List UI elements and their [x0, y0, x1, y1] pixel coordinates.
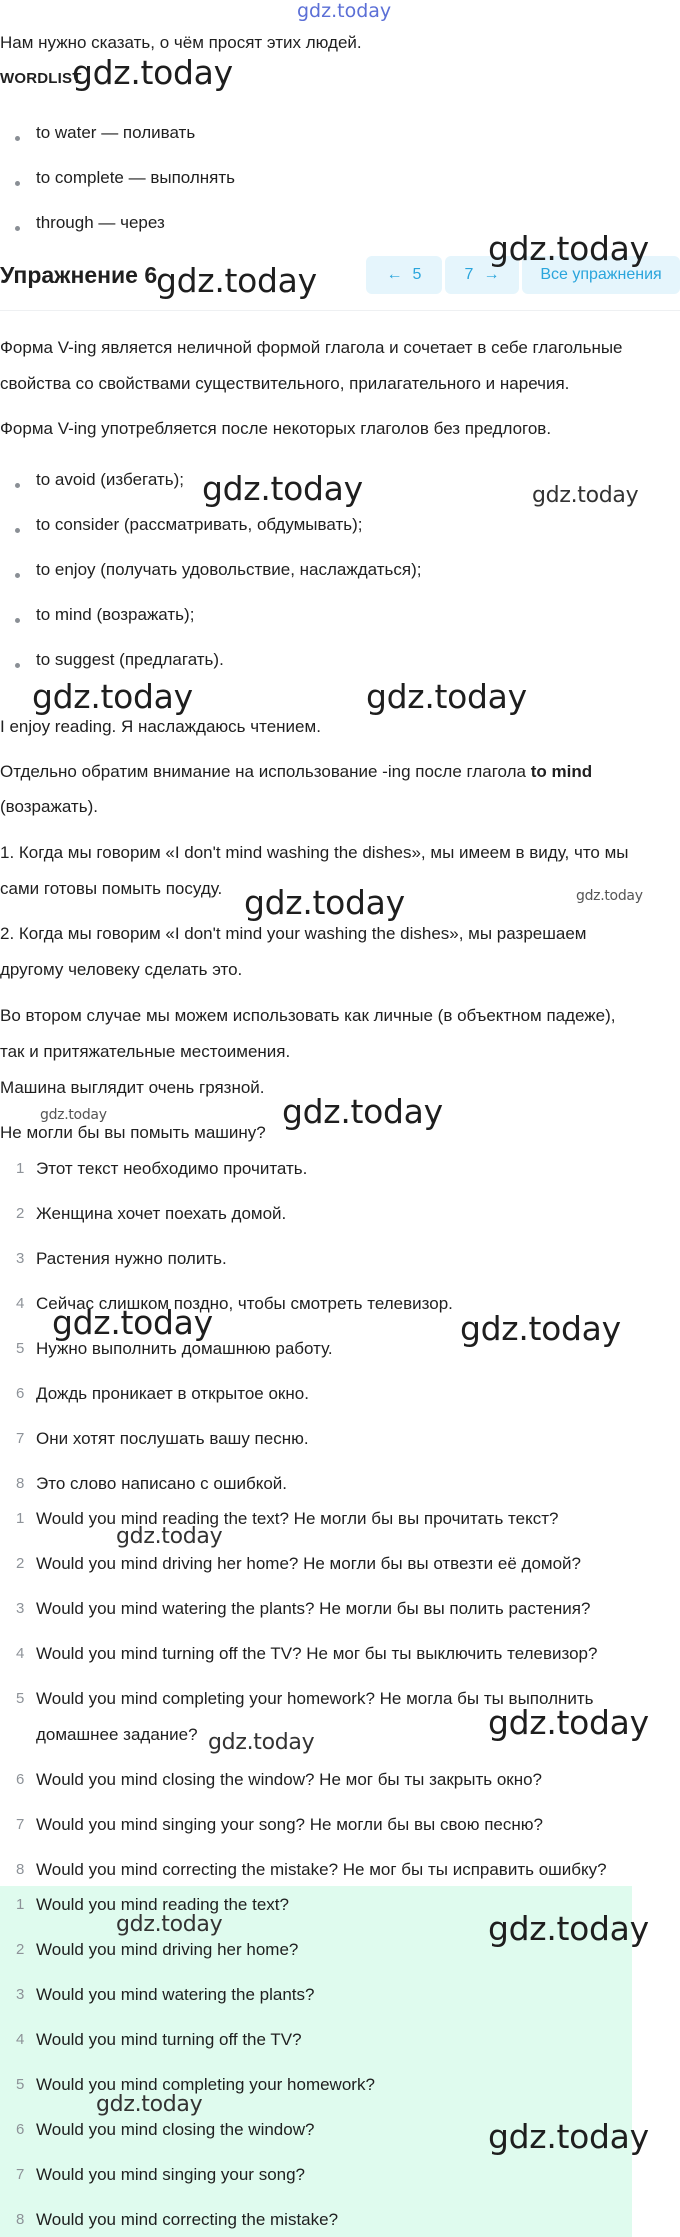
item-number: 2: [16, 1205, 25, 1222]
arrow-right-icon: →: [483, 266, 500, 283]
item-number: 4: [16, 1295, 25, 1312]
bullet: [15, 528, 20, 533]
task-item: Женщина хочет поехать домой.: [36, 1204, 287, 1223]
item-number: 1: [16, 1160, 25, 1177]
answer-item: Would you mind driving her home?: [36, 1940, 299, 1959]
watermark: gdz.today: [116, 1524, 223, 1549]
watermark: gdz.today: [52, 1303, 213, 1342]
watermark: gdz.today: [576, 888, 643, 904]
theory-paragraph: так и притяжательные местоимения.: [0, 1042, 291, 1061]
item-number: 2: [16, 1941, 25, 1958]
answer-item: Would you mind correcting the mistake?: [36, 2210, 339, 2229]
item-number: 8: [16, 2211, 25, 2228]
watermark: gdz.today: [282, 1092, 443, 1131]
point-1: сами готовы помыть посуду.: [0, 879, 223, 898]
bullet: [15, 618, 20, 623]
bullet: [15, 483, 20, 488]
watermark: gdz.today: [366, 677, 527, 716]
note-text: Отдельно обратим внимание на использование -ing после глагола: [0, 762, 531, 781]
watermark: gdz.today: [72, 53, 233, 92]
answer-item: Would you mind singing your song?: [36, 2165, 306, 2184]
example-sentence: Машина выглядит очень грязной.: [0, 1078, 265, 1097]
task-item: Нужно выполнить домашнюю работу.: [36, 1339, 333, 1358]
wordlist-item: to water — поливать: [36, 123, 196, 142]
intro-text: Нам нужно сказать, о чём просят этих людей.: [0, 33, 362, 52]
item-number: 3: [16, 1986, 25, 2003]
exercise-title: Упражнение 6: [0, 262, 158, 288]
task-item: Это слово написано с ошибкой.: [36, 1474, 287, 1493]
watermark: gdz.today: [208, 1730, 315, 1755]
item-number: 5: [16, 1690, 25, 1707]
task-item: Сейчас слишком поздно, чтобы смотреть телевизор.: [36, 1294, 453, 1313]
watermark: gdz.today: [244, 883, 405, 922]
task-item: Этот текст необходимо прочитать.: [36, 1159, 308, 1178]
point-2: 2. Когда мы говорим «I don't mind your washing the dishes», мы разрешаем: [0, 924, 587, 943]
item-number: 6: [16, 1385, 25, 1402]
answer-item: Would you mind closing the window?: [36, 2120, 315, 2139]
watermark: gdz.today: [532, 483, 639, 508]
translation-item: Would you mind watering the plants? Не могли бы вы полить растения?: [36, 1599, 591, 1618]
bullet: [15, 136, 20, 141]
theory-paragraph: Во втором случае мы можем использовать как личные (в объектном падеже),: [0, 1006, 616, 1025]
all-exercises-button[interactable]: Все упражнения: [522, 256, 680, 294]
watermark: gdz.today: [40, 1107, 107, 1123]
watermark: gdz.today: [297, 0, 392, 22]
point-1: 1. Когда мы говорим «I don't mind washing the dishes», мы имеем в виду, что мы: [0, 843, 629, 862]
watermark: gdz.today: [156, 261, 317, 300]
translation-item: Would you mind driving her home? Не могли бы вы отвезти её домой?: [36, 1554, 582, 1573]
translation-item: Would you mind correcting the mistake? Не мог бы ты исправить ошибку?: [36, 1860, 607, 1879]
verb-item: to suggest (предлагать).: [36, 650, 224, 669]
next-exercise-button[interactable]: [445, 256, 519, 294]
prev-exercise-button[interactable]: [366, 256, 442, 294]
item-number: 2: [16, 1555, 25, 1572]
item-number: 5: [16, 1340, 25, 1357]
verb-item: to mind (возражать);: [36, 605, 195, 624]
note-paragraph: (возражать).: [0, 797, 98, 816]
example-sentence: I enjoy reading. Я наслаждаюсь чтением.: [0, 717, 321, 736]
bullet: [15, 573, 20, 578]
item-number: 7: [16, 1430, 25, 1447]
watermark: gdz.today: [488, 229, 649, 268]
translation-item: Would you mind completing your homework? Не могла бы ты выполнить: [36, 1689, 594, 1708]
watermark: gdz.today: [488, 1703, 649, 1742]
item-number: 8: [16, 1475, 25, 1492]
answer-item: Would you mind turning off the TV?: [36, 2030, 302, 2049]
theory-paragraph: Форма V-ing является неличной формой глагола и сочетает в себе глагольные: [0, 338, 623, 357]
wordlist-title: WORDLIST: [0, 70, 82, 87]
watermark: gdz.today: [488, 2117, 649, 2156]
wordlist-item: to complete — выполнять: [36, 168, 236, 187]
bullet: [15, 226, 20, 231]
answer-item: Would you mind reading the text?: [36, 1895, 289, 1914]
verb-item: to enjoy (получать удовольствие, наслаждаться);: [36, 560, 422, 579]
item-number: 7: [16, 2166, 25, 2183]
item-number: 7: [16, 1816, 25, 1833]
prev-exercise-label: 5: [412, 266, 422, 283]
task-item: Они хотят послушать вашу песню.: [36, 1429, 309, 1448]
answer-item: Would you mind completing your homework?: [36, 2075, 375, 2094]
watermark: gdz.today: [202, 469, 363, 508]
watermark: gdz.today: [96, 2092, 203, 2117]
item-number: 3: [16, 1250, 25, 1267]
bullet: [15, 663, 20, 668]
translation-item: Would you mind singing your song? Не могли бы вы свою песню?: [36, 1815, 543, 1834]
translation-item: Would you mind reading the text? Не могли бы вы прочитать текст?: [36, 1509, 559, 1528]
item-number: 6: [16, 1771, 25, 1788]
item-number: 1: [16, 1896, 25, 1913]
arrow-left-icon: ←: [386, 266, 403, 283]
example-sentence: Не могли бы вы помыть машину?: [0, 1123, 266, 1142]
theory-paragraph: свойства со свойствами существительного, прилагательного и наречия.: [0, 374, 570, 393]
watermark: gdz.today: [32, 677, 193, 716]
next-exercise-label: 7: [464, 266, 474, 283]
item-number: 4: [16, 1645, 25, 1662]
task-item: Дождь проникает в открытое окно.: [36, 1384, 309, 1403]
point-2: другому человеку сделать это.: [0, 960, 243, 979]
watermark: gdz.today: [116, 1912, 223, 1937]
translation-item: Would you mind turning off the TV? Не мог бы ты выключить телевизор?: [36, 1644, 598, 1663]
note-paragraph: [0, 754, 680, 790]
translation-item: Would you mind closing the window? Не мог бы ты закрыть окно?: [36, 1770, 543, 1789]
wordlist-item: through — через: [36, 213, 165, 232]
watermark: gdz.today: [460, 1309, 621, 1348]
item-number: 6: [16, 2121, 25, 2138]
verb-item: to consider (рассматривать, обдумывать);: [36, 515, 363, 534]
item-number: 1: [16, 1510, 25, 1527]
item-number: 4: [16, 2031, 25, 2048]
answer-item: Would you mind watering the plants?: [36, 1985, 315, 2004]
watermark: gdz.today: [488, 1909, 649, 1948]
divider: [0, 310, 680, 311]
note-bold: to mind: [530, 762, 593, 781]
theory-paragraph: Форма V-ing употребляется после некоторых глаголов без предлогов.: [0, 419, 552, 438]
task-item: Растения нужно полить.: [36, 1249, 227, 1268]
item-number: 5: [16, 2076, 25, 2093]
item-number: 3: [16, 1600, 25, 1617]
bullet: [15, 181, 20, 186]
translation-item-continued: домашнее задание?: [36, 1725, 198, 1744]
verb-item: to avoid (избегать);: [36, 470, 184, 489]
item-number: 8: [16, 1861, 25, 1878]
